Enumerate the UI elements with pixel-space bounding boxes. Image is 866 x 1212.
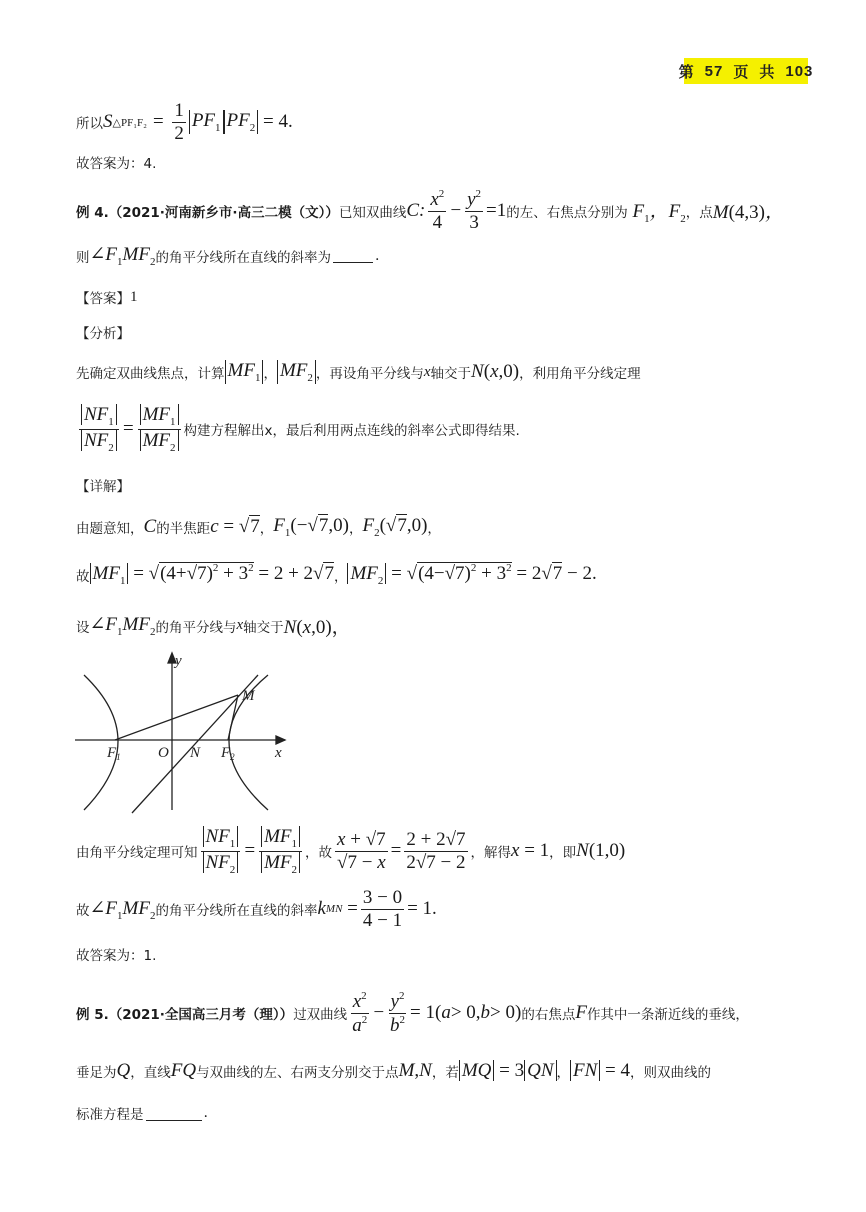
detail-line5: 故 $\angle F_1MF_2$ 的角平分线所在直线的斜率 k MN = $\frac{3 - 0}{4 - 1}$ = 1. bbox=[76, 887, 437, 931]
answer-value: 1 bbox=[130, 288, 138, 305]
point-n: N(x,0) bbox=[471, 361, 520, 382]
prev-line-prefix: 所以 bbox=[76, 116, 103, 133]
hyperbola-equation: : $\frac{x^2}{4}$ − $\frac{y^2}{3}$ =1 bbox=[419, 188, 507, 233]
triangle-area-formula: S △PF₁F₂ = $\frac{1}{2}$ $PF_1$ $PF_2$ = 4. bbox=[103, 100, 293, 144]
curve-name: C bbox=[406, 199, 420, 221]
detail-line3: 设 $\angle F_1MF_2$ 的角平分线与 x 轴交于 N(x,0)， bbox=[76, 614, 351, 638]
stem-line2-prefix: 则 bbox=[76, 249, 90, 266]
example4-stem-part3: ，点 bbox=[685, 204, 713, 221]
example5-equation: $\frac{x^2}{a^2}$ − $\frac{y^2}{b^2}$ = 1( a > 0, b > 0) bbox=[352, 990, 522, 1036]
bisector-ratio-formula: $\frac{NF_1}{NF_2}$ = $\frac{MF_1}{MF_2}$ bbox=[76, 404, 184, 454]
example5-stem-line3 bbox=[76, 1103, 208, 1123]
f2-coords: $F_2(√7,0)$ bbox=[362, 515, 428, 539]
answer-line bbox=[76, 287, 138, 307]
x-axis-label: x bbox=[275, 745, 282, 761]
current-page: 57 bbox=[704, 62, 724, 80]
example4-stem-part1: 已知双曲线 bbox=[338, 204, 407, 221]
prev-answer: 故答案为：4. bbox=[76, 156, 157, 172]
example4-source: （2021·河南新乡市·高三二模（文）） bbox=[108, 204, 339, 221]
example4-label: 例 4. bbox=[76, 204, 109, 221]
analysis-text1: 先确定双曲线焦点，计算 bbox=[76, 366, 225, 382]
mf2-computation: $MF_2 = √(4-√7)^2 + 3^2 = 2√7 - 2$. bbox=[347, 562, 596, 587]
left-branch bbox=[84, 675, 118, 810]
page-number-badge bbox=[678, 58, 814, 84]
mq-qn-relation: MQ = 3 QN bbox=[459, 1060, 557, 1082]
example5-blank-end: . bbox=[203, 1105, 208, 1121]
example4-stem-part2: 的左、右焦点分别为 bbox=[506, 204, 628, 221]
mf1-computation: $MF_1 = √(4+√7)^2 + 3^2 = 2 + 2√7$ bbox=[90, 562, 334, 587]
total-pages: 103 bbox=[785, 62, 814, 80]
prev-answer-line bbox=[76, 152, 156, 172]
example4-stem-line2 bbox=[76, 243, 379, 268]
analysis-text3: 轴交于 bbox=[430, 366, 472, 382]
analysis-line2-text: 构建方程解出x，最后利用两点连线的斜率公式即得结果. bbox=[183, 423, 520, 440]
page-prefix: 第 bbox=[678, 63, 695, 81]
total-label: 共 bbox=[759, 63, 776, 81]
x-axis-arrow-icon bbox=[276, 736, 285, 744]
focal-half-distance: c = √7 bbox=[210, 516, 260, 537]
slope-kmn: k MN = $\frac{3 - 0}{4 - 1}$ = 1. bbox=[317, 887, 437, 931]
point-n-solution: N(1,0) bbox=[576, 840, 626, 862]
stem-line2-suffix: 的角平分线所在直线的斜率为 bbox=[155, 249, 331, 266]
example5-source: （2021·全国高三月考（理）） bbox=[108, 1007, 294, 1024]
bisector-theorem-ratio: $\frac{NF_1}{NF_2}$ = $\frac{MF_1}{MF_2}$ bbox=[198, 826, 306, 876]
final-answer: 故答案为：1. bbox=[76, 948, 157, 964]
final-answer-line bbox=[76, 944, 156, 964]
detail-line4: 由角平分线定理可知 $\frac{NF_1}{NF_2}$ = $\frac{MF_1}{MF_2}$ ，故 $\frac{x + √7}{√7 - x}$ = $\frac{2 + 2√7}{2√7 - 2}$ ，解得 x = 1 ，即 N(1,0) bbox=[76, 826, 626, 876]
example5-label: 例 5. bbox=[76, 1007, 109, 1024]
example4-stem-line1 bbox=[76, 188, 784, 234]
angle-f1mf2: $\angle F_1MF_2$ bbox=[89, 244, 156, 268]
fn-length: FN = 4 bbox=[570, 1060, 630, 1082]
analysis-heading: 【分析】 bbox=[76, 326, 130, 342]
page-mid: 页 bbox=[733, 63, 750, 81]
y-axis-label: y bbox=[175, 653, 182, 669]
detail-line1: 由题意知， C 的半焦距 c = √7 ， $F_1(-√7,0)$ ， $F_2(√7,0)$ ， bbox=[76, 515, 441, 539]
mf2-abs: $MF_2$ bbox=[277, 360, 316, 384]
analysis-line2 bbox=[76, 404, 520, 454]
origin-label: O bbox=[158, 745, 169, 761]
f2-label: $F_2$ bbox=[221, 745, 235, 762]
answer-heading: 【答案】 bbox=[76, 291, 130, 307]
example5-stem-line2: 垂足为 Q ，直线 FQ 与双曲线的左、右两支分别交于点 M,N ，若 MQ = 3 QN ， FN = 4 ，则双曲线的 bbox=[76, 1060, 712, 1081]
example5-stem-line1: 例 5. （2021·全国高三月考（理）） 过双曲线 $\frac{x^2}{a^2}$ − $\frac{y^2}{b^2}$ = 1( a > 0, b > 0) 的右焦点 F 作其中一条渐近线的垂线， bbox=[76, 990, 749, 1036]
m-label: M bbox=[242, 688, 255, 704]
detail-line2: 故 $MF_1 = √(4+√7)^2 + 3^2 = 2 + 2√7$ ， $MF_2 = √(4-√7)^2 + 3^2 = 2√7 - 2$. bbox=[76, 562, 597, 587]
n-label: N bbox=[190, 745, 201, 761]
point-m: M(4,3)， bbox=[712, 202, 784, 224]
f1-coords: $F_1(-√7,0)$ bbox=[273, 515, 349, 539]
foci-labels: $F_1$，$F_2$ bbox=[627, 201, 686, 226]
answer-blank bbox=[333, 248, 373, 263]
analysis-text4: ，利用角平分线定理 bbox=[519, 366, 641, 382]
equation-for-x: $\frac{x + √7}{√7 - x}$ = $\frac{2 + 2√7}{2√7 - 2}$ bbox=[337, 828, 466, 873]
analysis-heading-line bbox=[76, 322, 130, 342]
detail-heading-line bbox=[76, 475, 130, 495]
bisector-line bbox=[132, 675, 258, 813]
example5-prefix: 过双曲线 bbox=[293, 1007, 348, 1024]
analysis-line1: 先确定双曲线焦点，计算 $MF_1$ ， $MF_2$ ，再设角平分线与 x 轴交于 N(x,0) ，利用角平分线定理 bbox=[76, 360, 641, 384]
f1-label: $F_1$ bbox=[107, 745, 121, 762]
detail-heading: 【详解】 bbox=[76, 479, 130, 495]
analysis-text2: ，再设角平分线与 bbox=[315, 366, 424, 382]
mf1-abs: $MF_1$ bbox=[225, 360, 264, 384]
hyperbola-figure bbox=[70, 645, 300, 815]
example5-suffix: 的右焦点 bbox=[521, 1007, 576, 1024]
prev-solution-area-line bbox=[76, 100, 293, 145]
blank-end: . bbox=[374, 247, 380, 264]
example5-line3: 标准方程是 bbox=[76, 1107, 144, 1123]
example5-answer-blank bbox=[146, 1106, 202, 1121]
